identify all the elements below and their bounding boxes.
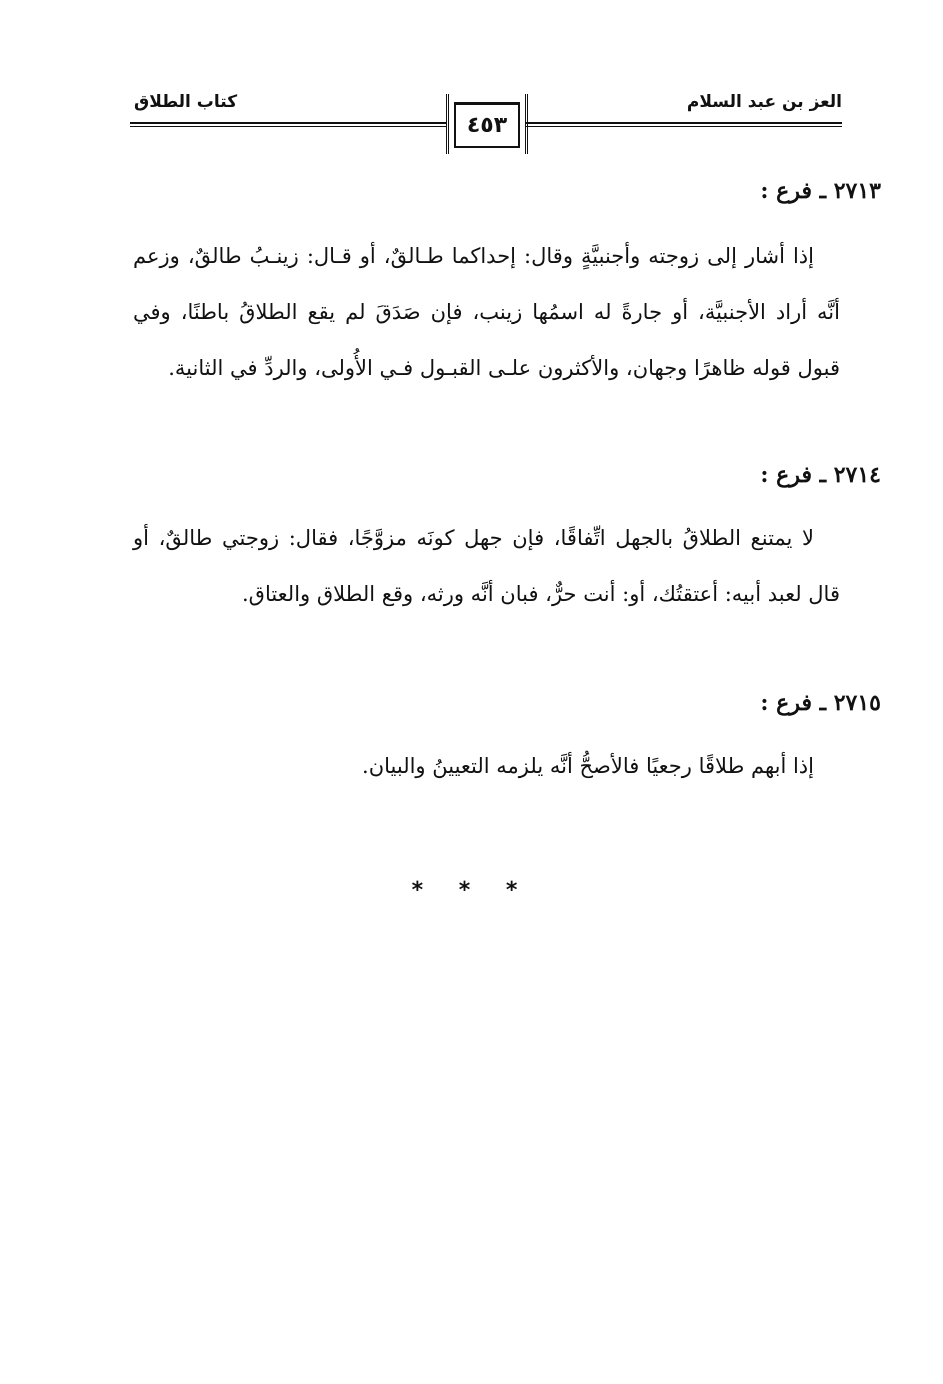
page-number-frame [446, 94, 528, 154]
section-heading-2714: ٢٧١٤ ـ فرع : [760, 462, 881, 488]
section-separator-stars: * * * [411, 878, 532, 903]
header-rule-right [525, 122, 842, 124]
page-number: ٤٥٣ [466, 113, 508, 138]
page-number-frame-inner [454, 102, 520, 148]
section-heading-2715: ٢٧١٥ ـ فرع : [760, 690, 881, 716]
header-rule-left [130, 122, 447, 124]
section-heading-2713: ٢٧١٣ ـ فرع : [760, 178, 881, 204]
header-author: العز بن عبد السلام [686, 92, 842, 112]
section-text-2713: إذا أشار إلى زوجته وأجنبيَّةٍ وقال: إحداكما طـالقٌ، أو قـال: زينـبُ طالقٌ، وزعم أنَّه أراد الأجنبيَّة، أو جارةً له اسمُها زينب، فإن صَدَقَ لم يقع الطلاقُ باطنًا، وفي قبول قوله ظاهرًا وجهان، والأكثرون علـى القبـول فـي الأُولى، والردِّ في الثانية. [133, 244, 840, 380]
running-header [130, 88, 842, 158]
section-text-2714: لا يمتنع الطلاقُ بالجهل اتِّفاقًا، فإن جهل كونَه مزوَّجًا، فقال: زوجتي طالقٌ، أو قال لعبد أبيه: أعتقتُك، أو: أنت حرٌّ، فبان أنَّه ورثه، وقع الطلاق والعتاق. [133, 526, 840, 606]
section-text-2715: إذا أبهم طلاقًا رجعيًا فالأصحُّ أنَّه يلزمه التعيينُ والبيان. [362, 754, 814, 778]
header-book-title: كتاب الطلاق [134, 92, 238, 112]
